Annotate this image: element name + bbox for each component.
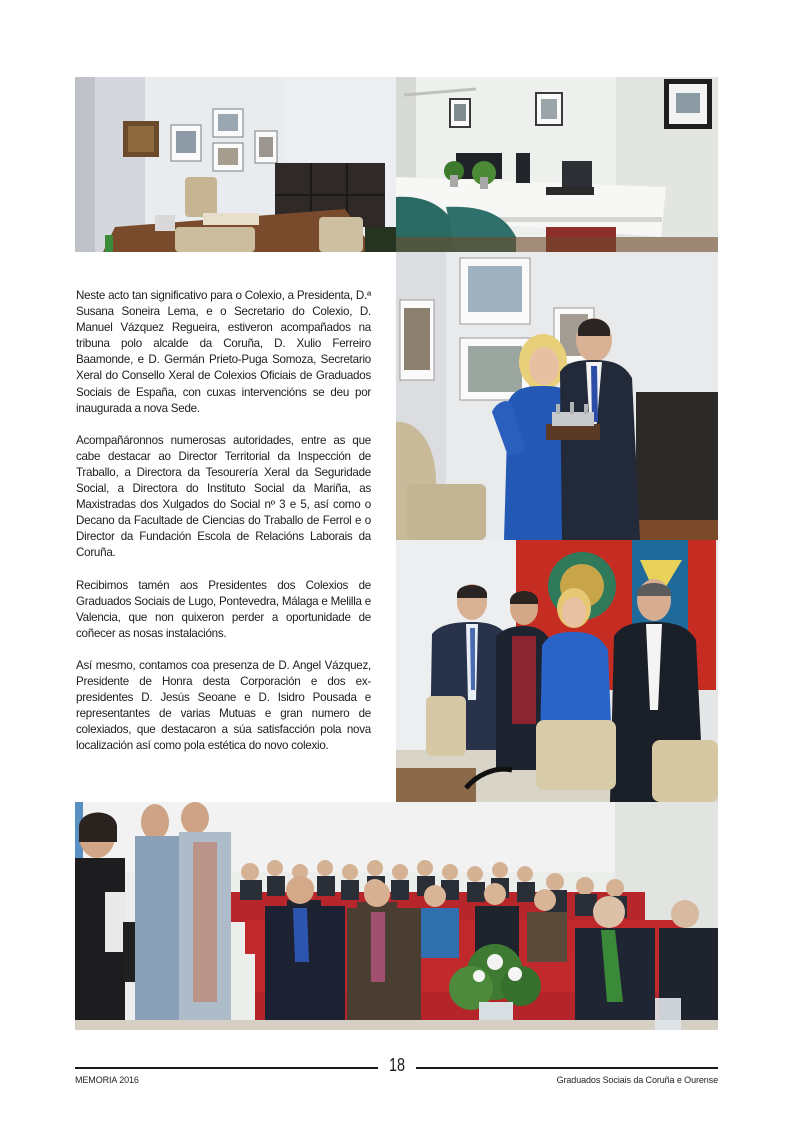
article-paragraph: Así mesmo, contamos coa presenza de D. Angel Vázquez, Presidente de Honra desta Corporación e dos ex-presidentes D. Jesús Seoane e D. Isidro Pousada e representantes de varias Mutuas e gran numero de colexiados, que destacaron a súa satisfacción pola nova localización así como pola estética do novo colexio.	[76, 658, 371, 753]
photo-gift-presentation	[396, 252, 718, 540]
photo-office-desk	[75, 77, 396, 252]
footer-publication: MEMORIA 2016	[75, 1075, 139, 1085]
article-body	[76, 288, 371, 770]
photo-group-banner	[396, 540, 718, 802]
article-paragraph: Recibimos tamén aos Presidentes dos Colexios de Graduados Sociais de Lugo, Pontevedra, Málaga e Melilla e Valencia, que non quixeron perder a oportunidade de coñecer as nosas instalacións.	[76, 578, 371, 640]
footer-divider-right	[416, 1067, 718, 1069]
page-number: 18	[388, 1055, 406, 1075]
photo-office-computers	[396, 77, 718, 252]
article-paragraph: Neste acto tan significativo para o Colexio, a Presidenta, D.ª Susana Soneira Lema, e o Secretario do Colexio, D. Manuel Vázquez Regueira, estiveron acompañados na tribuna polo alcalde da Coruña, D. Xulio Ferreiro Baamonde, e D. Germán Prieto-Puga Somoza, Secretario Xeral do Consello Xeral de Colexios Oficiais de Graduados Sociais de España, con cuxas intervencións se deu por inaugurada a nova Sede.	[76, 289, 371, 415]
photo-audience-room	[75, 802, 718, 1030]
article-paragraph: Acompañáronnos numerosas autoridades, entre as que cabe destacar ao Director Territorial da Inspección de Traballo, a Directora da Tesourería Xeral da Seguridade Social, a Directora do Instituto Social da Mariña, as Maxistradas dos Xulgados do Social nº 3 e 5, así como o Decano da Facultade de Ciencias do Traballo de Ferrol e o Director da Fundación Escola de Relacións Laborais da Coruña.	[76, 433, 371, 560]
footer-divider-left	[75, 1067, 378, 1069]
footer-organization: Graduados Sociais da Coruña e Ourense	[556, 1075, 718, 1085]
